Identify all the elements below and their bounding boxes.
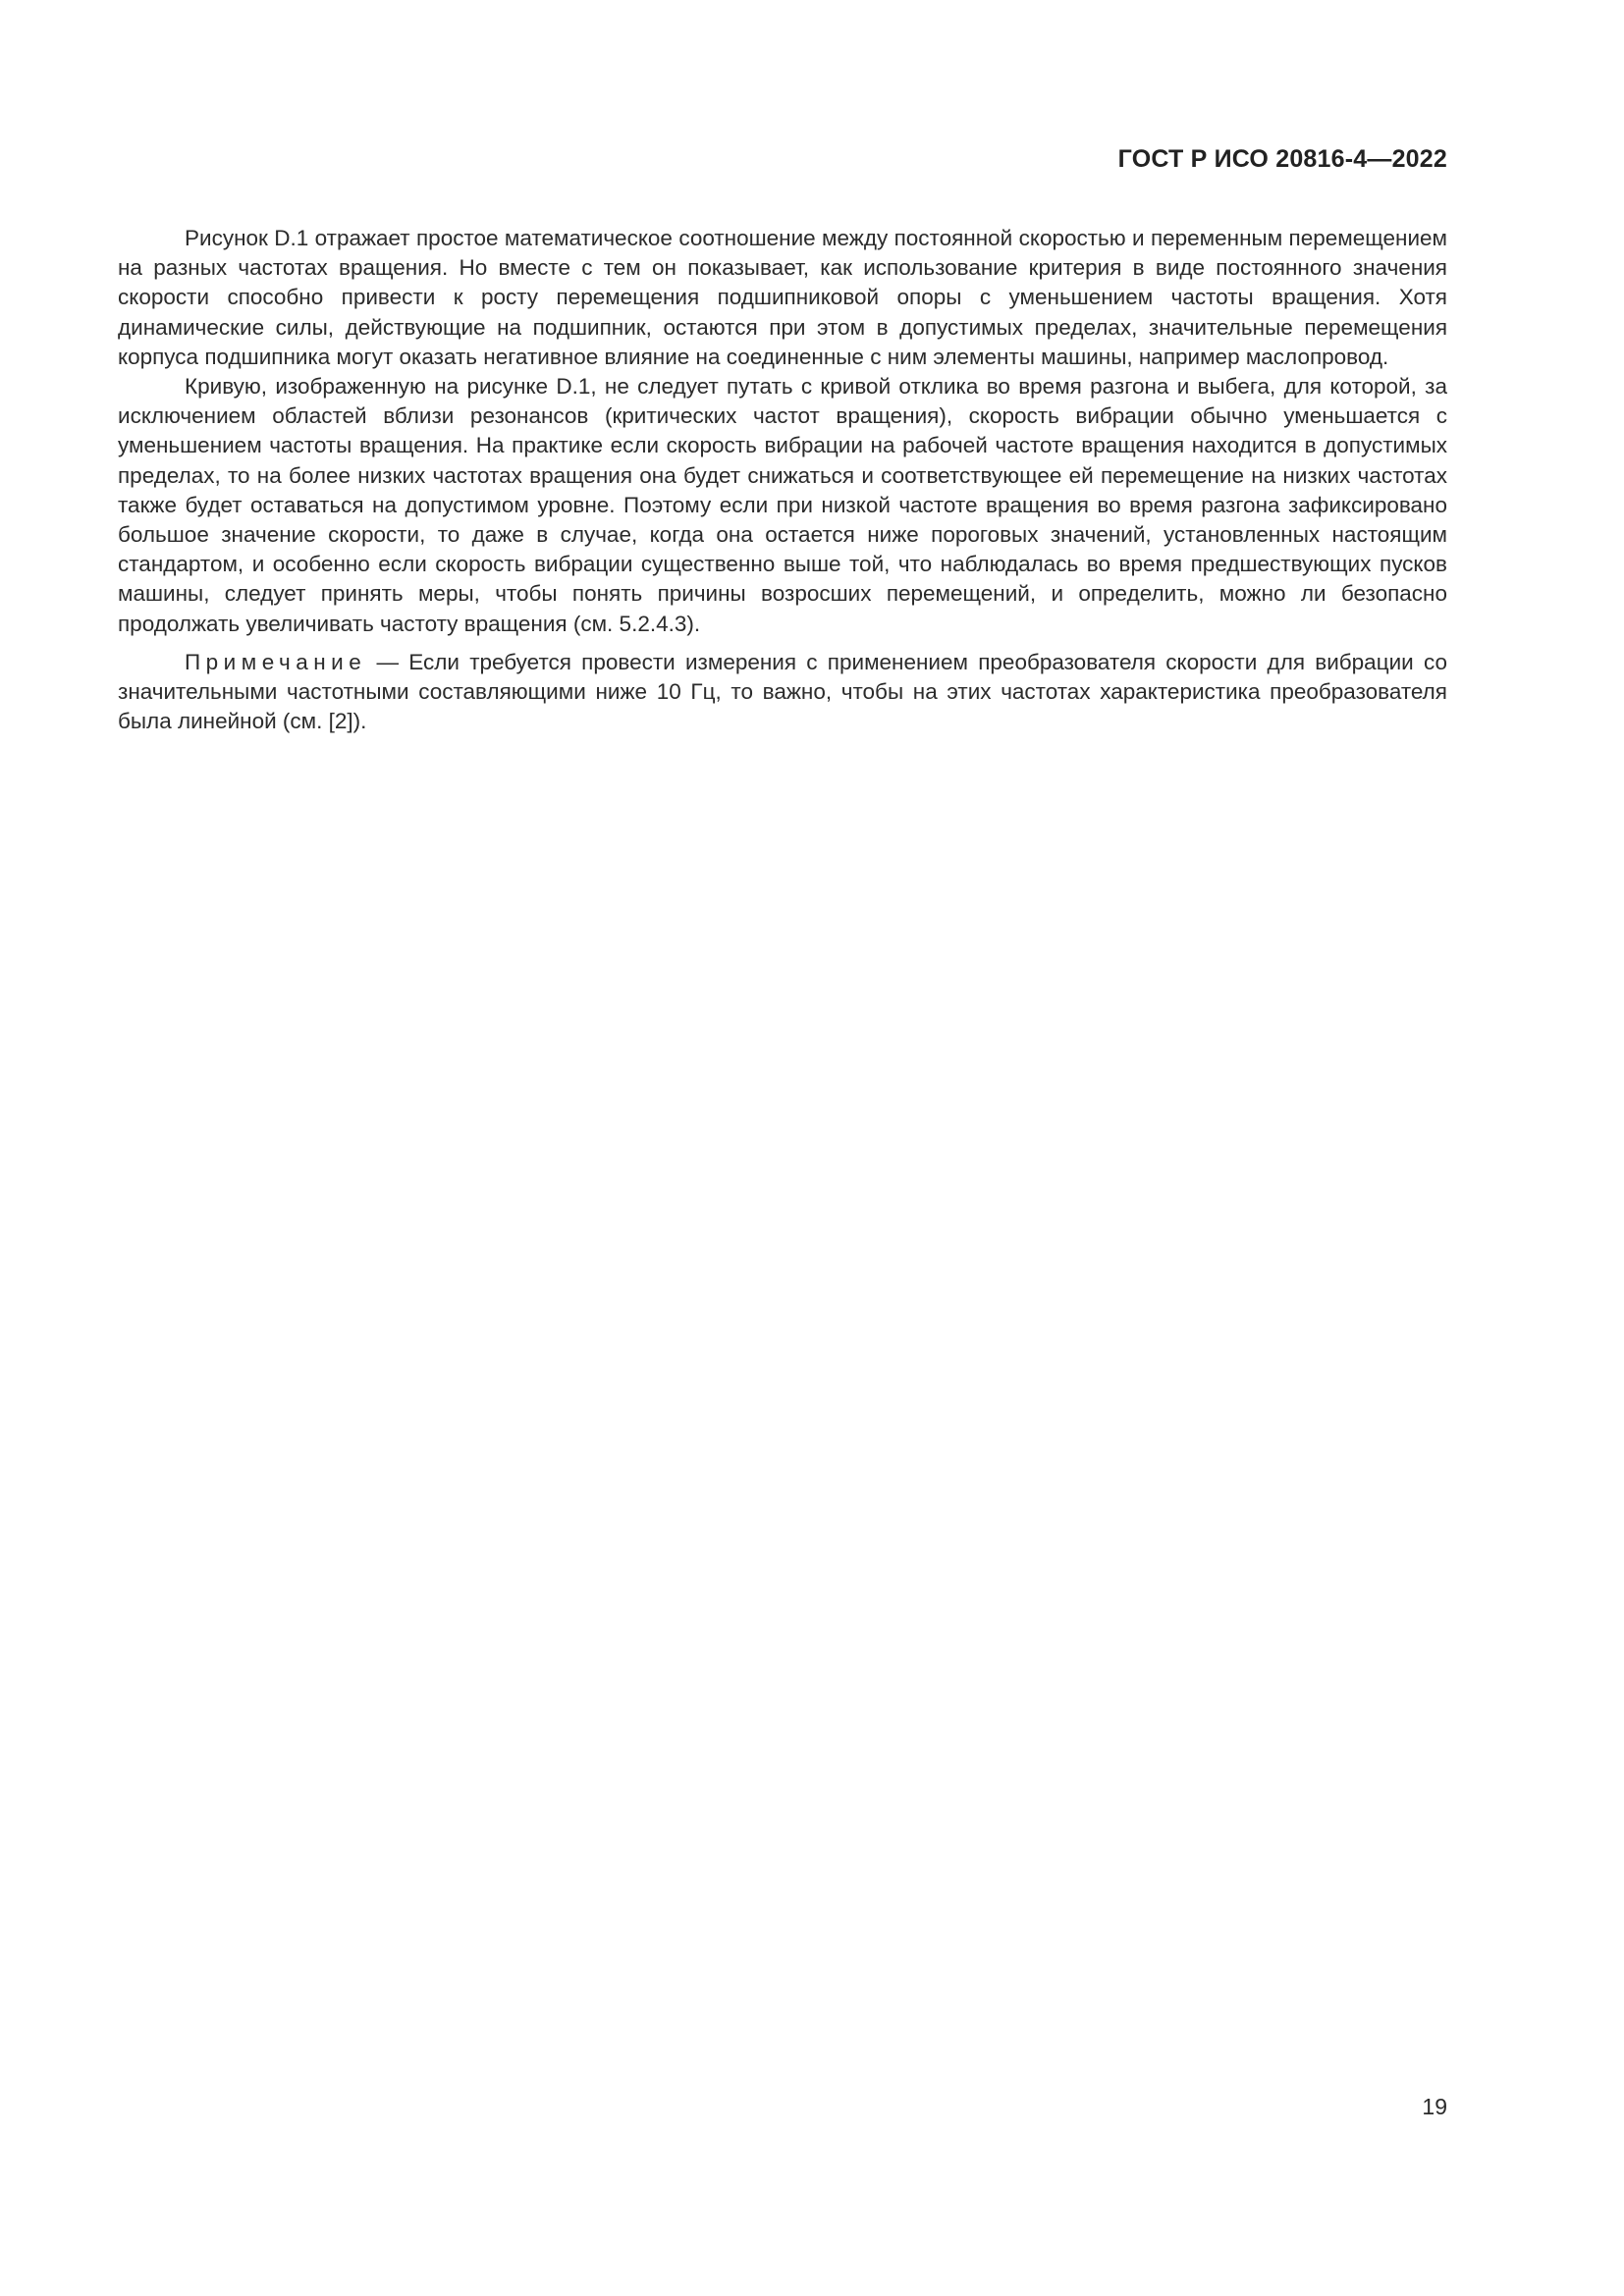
- document-header: ГОСТ Р ИСО 20816-4—2022: [1117, 145, 1447, 173]
- note-paragraph: [118, 648, 1447, 737]
- note-dash: —: [366, 649, 409, 674]
- body-text: [118, 224, 1447, 736]
- page-number: 19: [1422, 2094, 1447, 2119]
- note-label: Примечание: [185, 649, 367, 674]
- paragraph-2: Кривую, изображенную на рисунке D.1, не следует путать с кривой отклика во время разгона и выбега, для которой, за исключением областей вблизи резонансов (критических частот вращения), скорость вибрации обычно уменьшается с уменьшением частоты вращения. На практике если скорость вибрации на рабочей частоте вращения находится в допустимых пределах, то на более низких частотах вращения она будет снижаться и соответствующее ей перемещение на низких частотах также будет оставаться на допустимом уровне. Поэтому если при низкой частоте вращения во время разгона зафиксировано большое значение скорости, то даже в случае, когда она остается ниже пороговых значений, установленных настоящим стандартом, и особенно если скорость вибрации существенно выше той, что наблюдалась во время предшествующих пусков машины, следует принять меры, чтобы понять причины возросших перемещений, и определить, можно ли безопасно продолжать увеличивать частоту вращения (см. 5.2.4.3).: [118, 374, 1447, 636]
- paragraph-1: Рисунок D.1 отражает простое математическое соотношение между постоянной скоростью и переменным перемещением на разных частотах вращения. Но вместе с тем он показывает, как использование критерия в виде постоянного значения скорости способно привести к росту перемещения подшипниковой опоры с уменьшением частоты вращения. Хотя динамические силы, действующие на подшипник, остаются при этом в допустимых пределах, значительные перемещения корпуса подшипника могут оказать негативное влияние на соединенные с ним элементы машины, например маслопровод.: [118, 226, 1447, 369]
- note-text: Если требуется провести измерения с применением преобразователя скорости для вибрации со значительными частотными составляющими ниже 10 Гц, то важно, чтобы на этих частотах характеристика преобразователя была линейной (см. [2]).: [118, 649, 1447, 734]
